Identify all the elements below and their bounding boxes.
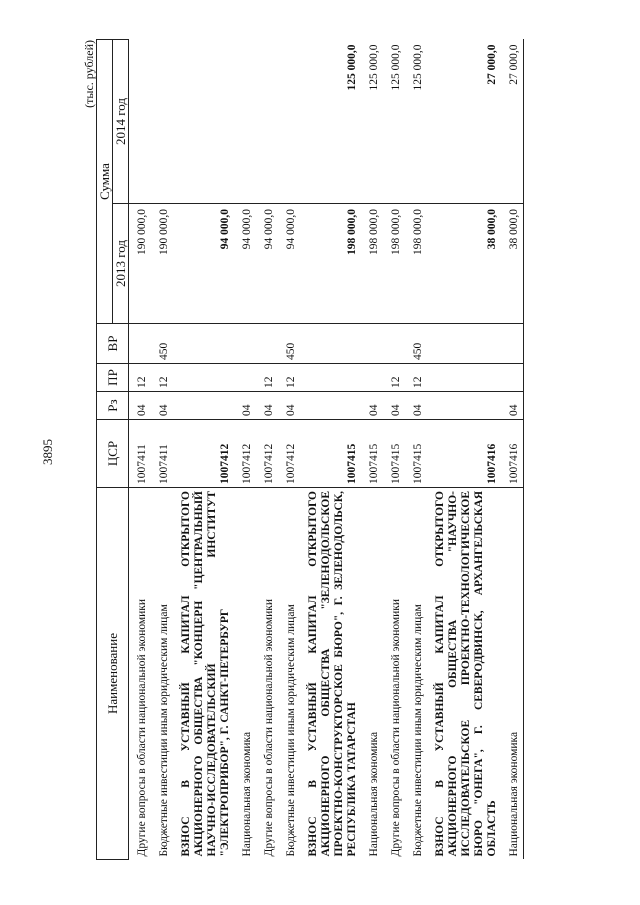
cell-name: Национальная экономика [501, 488, 524, 860]
header-pr: ПР [97, 364, 129, 392]
cell-csr: 1007415 [405, 420, 427, 488]
cell-pr [501, 364, 524, 392]
cell-2013: 198 000,0 [383, 204, 405, 324]
cell-rz [173, 392, 234, 420]
cell-vr [427, 324, 501, 364]
cell-2013: 190 000,0 [151, 204, 173, 324]
cell-2013: 94 000,0 [278, 204, 300, 324]
cell-2014 [234, 40, 256, 204]
table-row [427, 40, 501, 860]
cell-2014: 125 000,0 [390, 44, 402, 91]
cell-csr: 1007412 [173, 420, 234, 488]
cell-rz [427, 392, 501, 420]
cell-vr [173, 324, 234, 364]
budget-table [96, 39, 524, 860]
cell-name: Бюджетные инвестиции иным юридическим лицам [151, 488, 173, 860]
cell-vr [383, 324, 405, 364]
cell-pr: 12 [405, 364, 427, 392]
table-row [383, 40, 405, 860]
table-row [300, 40, 361, 860]
cell-2013: 94 000,0 [256, 204, 278, 324]
table-row [256, 40, 278, 860]
cell-vr [129, 324, 152, 364]
header-name: Наименование [97, 488, 129, 860]
cell-name: ВЗНОС В УСТАВНЫЙ КАПИТАЛ ОТКРЫТОГО АКЦИОНЕРНОГО ОБЩЕСТВА "ЗЕЛЕНОДОЛЬСКОЕ ПРОЕКТНО-КОНСТРУКТОРСКОЕ БЮРО", Г. ЗЕЛЕНОДОЛЬСК, РЕСПУБЛИКА ТАТАРСТАН [300, 488, 361, 860]
header-rz: Рз [97, 392, 129, 420]
cell-2014: 125 000,0 [346, 44, 358, 91]
cell-2013: 38 000,0 [427, 204, 501, 324]
cell-csr: 1007415 [361, 420, 383, 488]
cell-pr [361, 364, 383, 392]
cell-pr: 12 [256, 364, 278, 392]
cell-2014: 27 000,0 [486, 44, 498, 85]
cell-name: Национальная экономика [361, 488, 383, 860]
cell-2014 [151, 40, 173, 204]
table-body [129, 40, 524, 860]
cell-csr: 1007412 [234, 420, 256, 488]
cell-csr: 1007416 [427, 420, 501, 488]
table-row [129, 40, 152, 860]
cell-vr [361, 324, 383, 364]
cell-name: Другие вопросы в области национальной экономики [129, 488, 152, 860]
cell-2013: 198 000,0 [300, 204, 361, 324]
cell-csr: 1007416 [501, 420, 524, 488]
table-row [151, 40, 173, 860]
cell-pr [427, 364, 501, 392]
cell-pr: 12 [151, 364, 173, 392]
cell-pr [300, 364, 361, 392]
rotated-page [84, 40, 564, 860]
cell-pr: 12 [278, 364, 300, 392]
cell-name: Национальная экономика [234, 488, 256, 860]
cell-pr: 12 [129, 364, 152, 392]
cell-csr: 1007411 [129, 420, 152, 488]
table-row [501, 40, 524, 860]
cell-name: Другие вопросы в области национальной экономики [383, 488, 405, 860]
header-year-2013: 2013 год [113, 204, 129, 324]
table-row [173, 40, 234, 860]
header-csr: ЦСР [97, 420, 129, 488]
cell-name: ВЗНОС В УСТАВНЫЙ КАПИТАЛ ОТКРЫТОГО АКЦИОНЕРНОГО ОБЩЕСТВА "НАУЧНО-ИССЛЕДОВАТЕЛЬСКОЕ ПРОЕКТНО-ТЕХНОЛОГИЧЕСКОЕ БЮРО "ОНЕГА", Г. СЕВЕРОДВИНСК, АРХАНГЕЛЬСКАЯ ОБЛАСТЬ [427, 488, 501, 860]
cell-csr: 1007415 [300, 420, 361, 488]
table-header [97, 40, 129, 860]
cell-rz [300, 392, 361, 420]
cell-name: Другие вопросы в области национальной экономики [256, 488, 278, 860]
header-sum: Сумма [97, 40, 113, 324]
cell-2014: 27 000,0 [501, 40, 524, 204]
cell-vr [234, 324, 256, 364]
cell-vr [300, 324, 361, 364]
cell-csr: 1007412 [256, 420, 278, 488]
cell-csr: 1007412 [278, 420, 300, 488]
cell-vr: 450 [278, 324, 300, 364]
table-row [405, 40, 427, 860]
cell-2014 [129, 40, 152, 204]
cell-2013: 94 000,0 [234, 204, 256, 324]
header-year-2014: 2014 год [113, 40, 129, 204]
cell-name: Бюджетные инвестиции иным юридическим лицам [405, 488, 427, 860]
cell-2013: 198 000,0 [405, 204, 427, 324]
cell-rz: 04 [256, 392, 278, 420]
cell-2013: 38 000,0 [501, 204, 524, 324]
cell-csr: 1007415 [383, 420, 405, 488]
cell-vr [256, 324, 278, 364]
cell-rz: 04 [151, 392, 173, 420]
cell-2014 [256, 40, 278, 204]
cell-rz: 04 [129, 392, 152, 420]
cell-vr: 450 [405, 324, 427, 364]
cell-rz: 04 [383, 392, 405, 420]
cell-rz: 04 [361, 392, 383, 420]
cell-vr [501, 324, 524, 364]
cell-2013: 94 000,0 [173, 204, 234, 324]
cell-csr: 1007411 [151, 420, 173, 488]
cell-vr: 450 [151, 324, 173, 364]
table-row [278, 40, 300, 860]
cell-2013: 190 000,0 [129, 204, 152, 324]
units-label: (тыс. рублей) [82, 40, 96, 108]
cell-2013: 198 000,0 [361, 204, 383, 324]
cell-rz: 04 [501, 392, 524, 420]
cell-pr [173, 364, 234, 392]
header-vr: ВР [97, 324, 129, 364]
cell-pr: 12 [383, 364, 405, 392]
cell-rz: 04 [278, 392, 300, 420]
cell-2014: 125 000,0 [368, 44, 380, 91]
table-row [234, 40, 256, 860]
cell-rz: 04 [234, 392, 256, 420]
cell-pr [234, 364, 256, 392]
cell-2014 [278, 40, 300, 204]
cell-rz: 04 [405, 392, 427, 420]
cell-name: ВЗНОС В УСТАВНЫЙ КАПИТАЛ ОТКРЫТОГО АКЦИОНЕРНОГО ОБЩЕСТВА "КОНЦЕРН "ЦЕНТРАЛЬНЫЙ НАУЧНО-ИССЛЕДОВАТЕЛЬСКИЙ ИНСТИТУТ "ЭЛЕКТРОПРИБОР", Г. САНКТ-ПЕТЕРБУРГ [173, 488, 234, 860]
cell-2014: 125 000,0 [412, 44, 424, 91]
table-row [361, 40, 383, 860]
page-number: 3895 [40, 439, 55, 465]
cell-name: Бюджетные инвестиции иным юридическим лицам [278, 488, 300, 860]
cell-2014 [173, 40, 234, 204]
